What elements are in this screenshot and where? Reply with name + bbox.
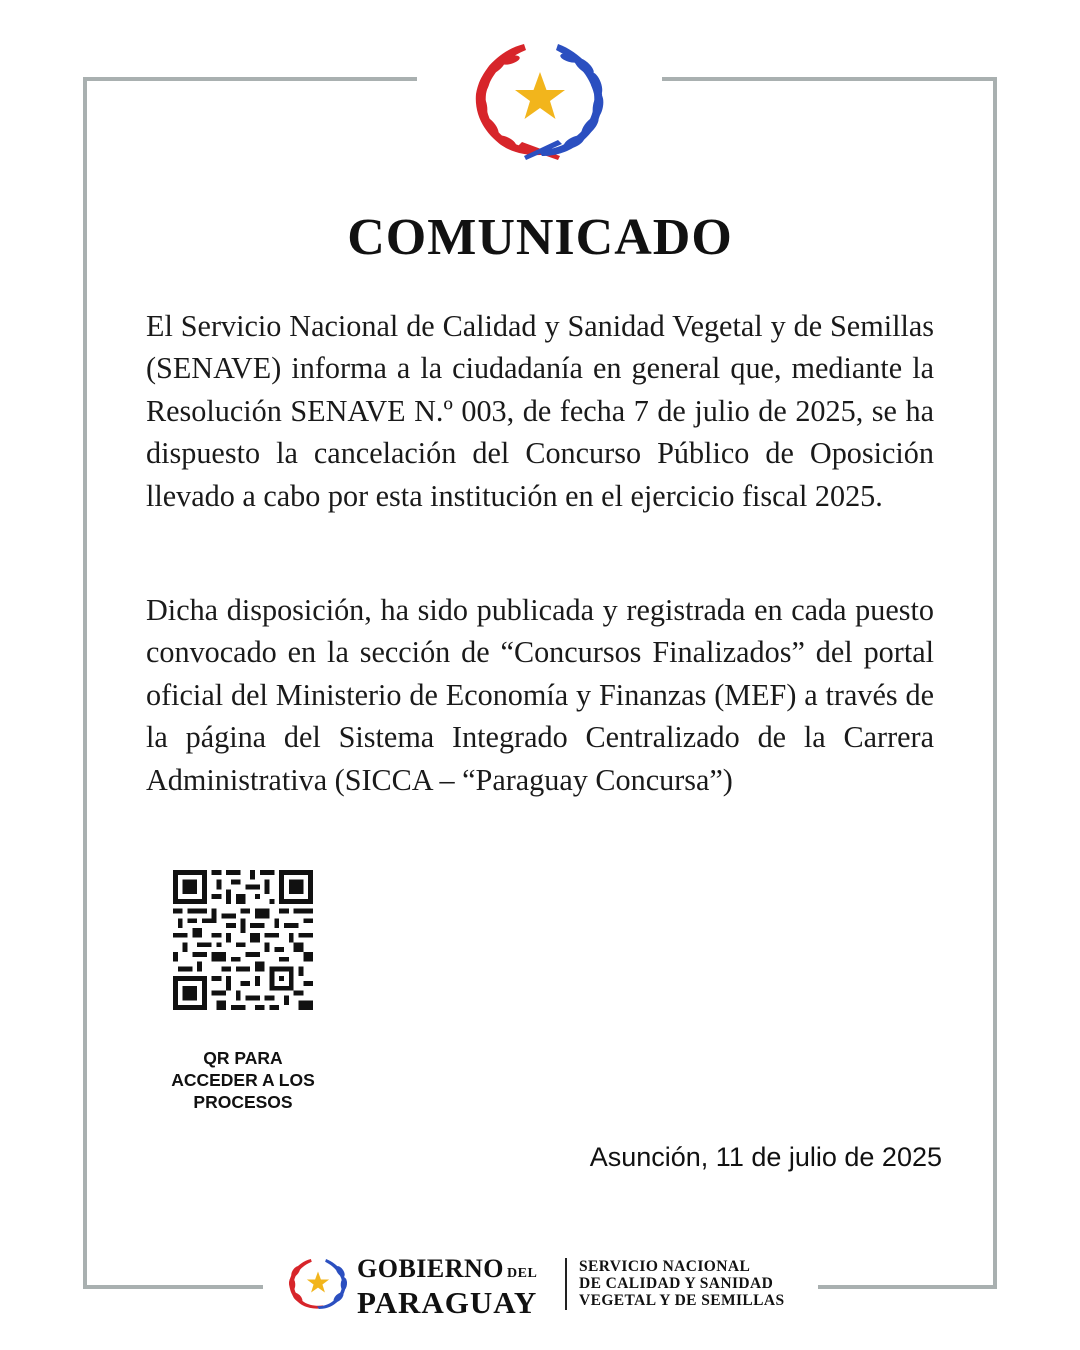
- qr-caption-line: ACCEDER A LOS: [171, 1070, 315, 1090]
- qr-code-icon[interactable]: [173, 870, 313, 1010]
- qr-caption: [143, 1047, 343, 1113]
- qr-caption-line: QR PARA: [203, 1048, 283, 1068]
- inst-line-3: VEGETAL Y DE SEMILLAS: [579, 1292, 785, 1309]
- announcement-paragraph-2: Dicha disposición, ha sido publicada y registrada en cada puesto convocado en la sección de “Concursos Finalizados” del portal oficial del Ministerio de Economía y Finanzas (MEF) a través de la página del Sistema Integrado Centralizado de la Carrera Administrativa (SICCA – “Paraguay Concursa”): [146, 593, 934, 797]
- frame-bottom-left: [83, 1285, 263, 1289]
- gov-line-1: GOBIERNO: [357, 1254, 505, 1283]
- announcement-paragraph-1: El Servicio Nacional de Calidad y Sanidad Vegetal y de Semillas (SENAVE) informa a la ciudadanía en general que, mediante la Resolución SENAVE N.º 003, de fecha 7 de julio de 2025, se ha dispuesto la cancelación del Concurso Público de Oposición llevado a cabo por esta institución en el ejercicio fiscal 2025.: [146, 309, 934, 513]
- date-location: Asunción, 11 de julio de 2025: [589, 1142, 942, 1172]
- gov-del: DEL: [507, 1266, 538, 1281]
- qr-caption-line: PROCESOS: [193, 1092, 293, 1112]
- institution-name: [579, 1258, 785, 1309]
- frame-top-right: [662, 77, 997, 81]
- paraguay-emblem-small-icon: [285, 1254, 351, 1314]
- government-wordmark: [357, 1256, 537, 1318]
- footer-branding: [285, 1252, 805, 1320]
- page-title: COMUNICADO: [347, 209, 733, 266]
- frame-top-left: [83, 77, 417, 81]
- footer-divider: [565, 1258, 567, 1310]
- paraguay-emblem-icon: [466, 36, 614, 164]
- inst-line-1: SERVICIO NACIONAL: [579, 1258, 751, 1275]
- inst-line-2: DE CALIDAD Y SANIDAD: [579, 1275, 774, 1292]
- gov-line-2: PARAGUAY: [357, 1285, 538, 1320]
- star-icon: [515, 72, 565, 119]
- frame-bottom-right: [818, 1285, 997, 1289]
